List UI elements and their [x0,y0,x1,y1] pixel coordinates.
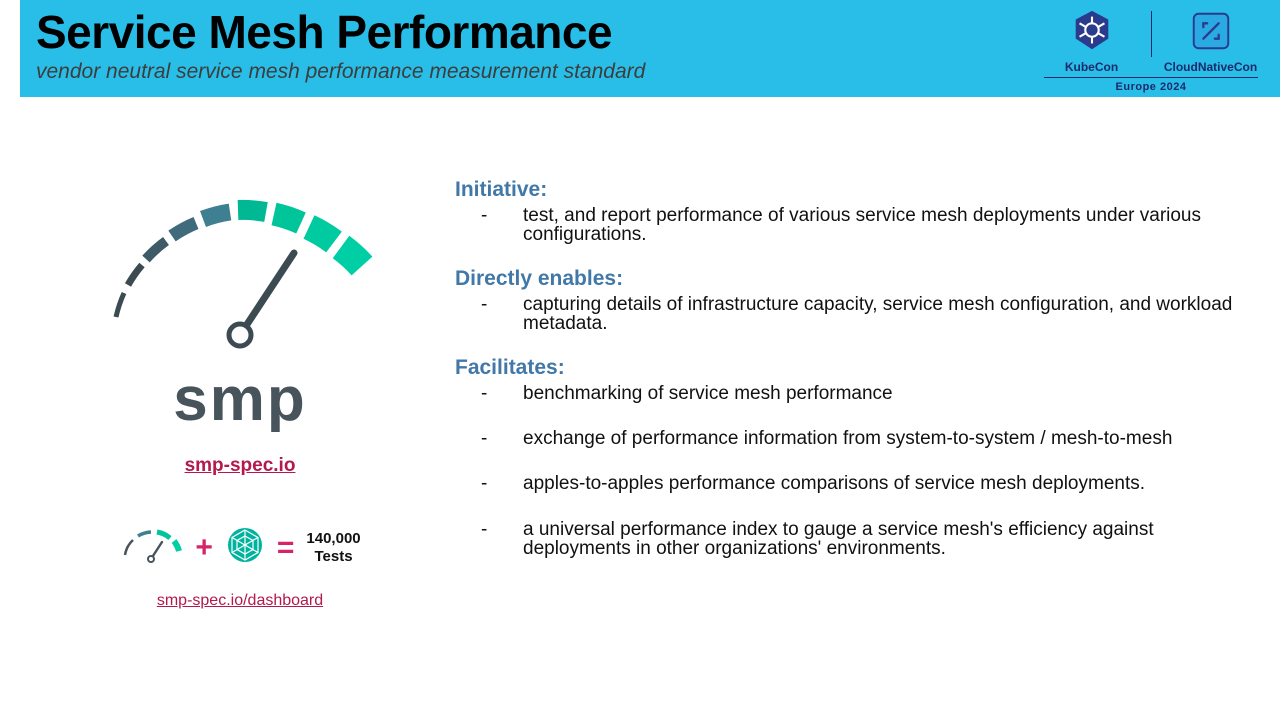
list-item-text: a universal performance index to gauge a service mesh's efficiency against deployments in other organizations' environments. [523,518,1154,559]
page-subtitle: vendor neutral service mesh performance measurement standard [36,59,646,83]
tests-count-block [306,530,360,565]
list-item [455,474,1245,493]
section-heading-directly-enables: Directly enables: [455,266,624,290]
list-item-text: apples-to-apples performance comparisons of service mesh deployments. [523,473,1146,495]
kubecon-label: KubeCon [1064,60,1119,74]
conference-logos [1036,8,1266,92]
svg-text:smp: smp [173,370,307,432]
bullet-dash: - [481,205,488,226]
smp-wordmark [40,370,440,437]
bullet-list-facilitates [455,384,1245,559]
bullet-dash: - [481,427,488,449]
right-column [455,178,1245,584]
tests-count: 140,000 [306,530,361,548]
tests-label: Tests [314,547,353,565]
list-item [455,520,1245,559]
cloudnativecon-label: CloudNativeCon [1163,60,1258,74]
page-title: Service Mesh Performance [36,6,613,58]
bullet-list-directly-enables [455,295,1245,334]
cloudnativecon-square-icon [1188,8,1234,59]
kubecon-wheel-icon [1069,8,1115,59]
bullet-dash: - [481,518,488,540]
logo-divider [1151,11,1152,57]
dashboard-link[interactable]: smp-spec.io/dashboard [156,592,324,609]
bullet-dash: - [481,382,488,404]
section-heading-initiative: Initiative: [455,178,548,201]
header-left-accent [0,0,20,97]
conference-underline [1044,77,1258,78]
meshery-icon [225,525,265,570]
kubecon-logo [1043,8,1141,74]
list-item [455,429,1245,448]
list-item [455,206,1245,245]
list-item-text: test, and report performance of various service mesh deployments under various configurations. [523,205,1201,246]
left-column [40,150,440,610]
bullet-dash: - [481,293,488,315]
list-item-text: benchmarking of service mesh performance [523,382,893,404]
performance-gauge-graphic [90,195,390,360]
conference-year: Europe 2024 [1115,81,1187,93]
list-item-text: exchange of performance information from system-to-system / mesh-to-mesh [523,427,1173,449]
tests-formula [40,525,440,570]
equals-symbol: = [276,530,295,564]
mini-gauge-icon [119,525,183,570]
bullet-dash: - [481,473,488,495]
slide-header [0,0,1280,97]
title-block [36,4,645,84]
list-item [455,295,1245,334]
smp-spec-link[interactable]: smp-spec.io [184,455,296,476]
cloudnativecon-logo [1162,8,1260,74]
list-item [455,384,1245,403]
conference-logo-row [1036,8,1266,74]
list-item-text: capturing details of infrastructure capacity, service mesh configuration, and workload metadata. [523,293,1233,335]
plus-symbol: + [195,530,213,564]
section-heading-facilitates: Facilitates: [455,355,565,379]
bullet-list-initiative [455,206,1245,245]
